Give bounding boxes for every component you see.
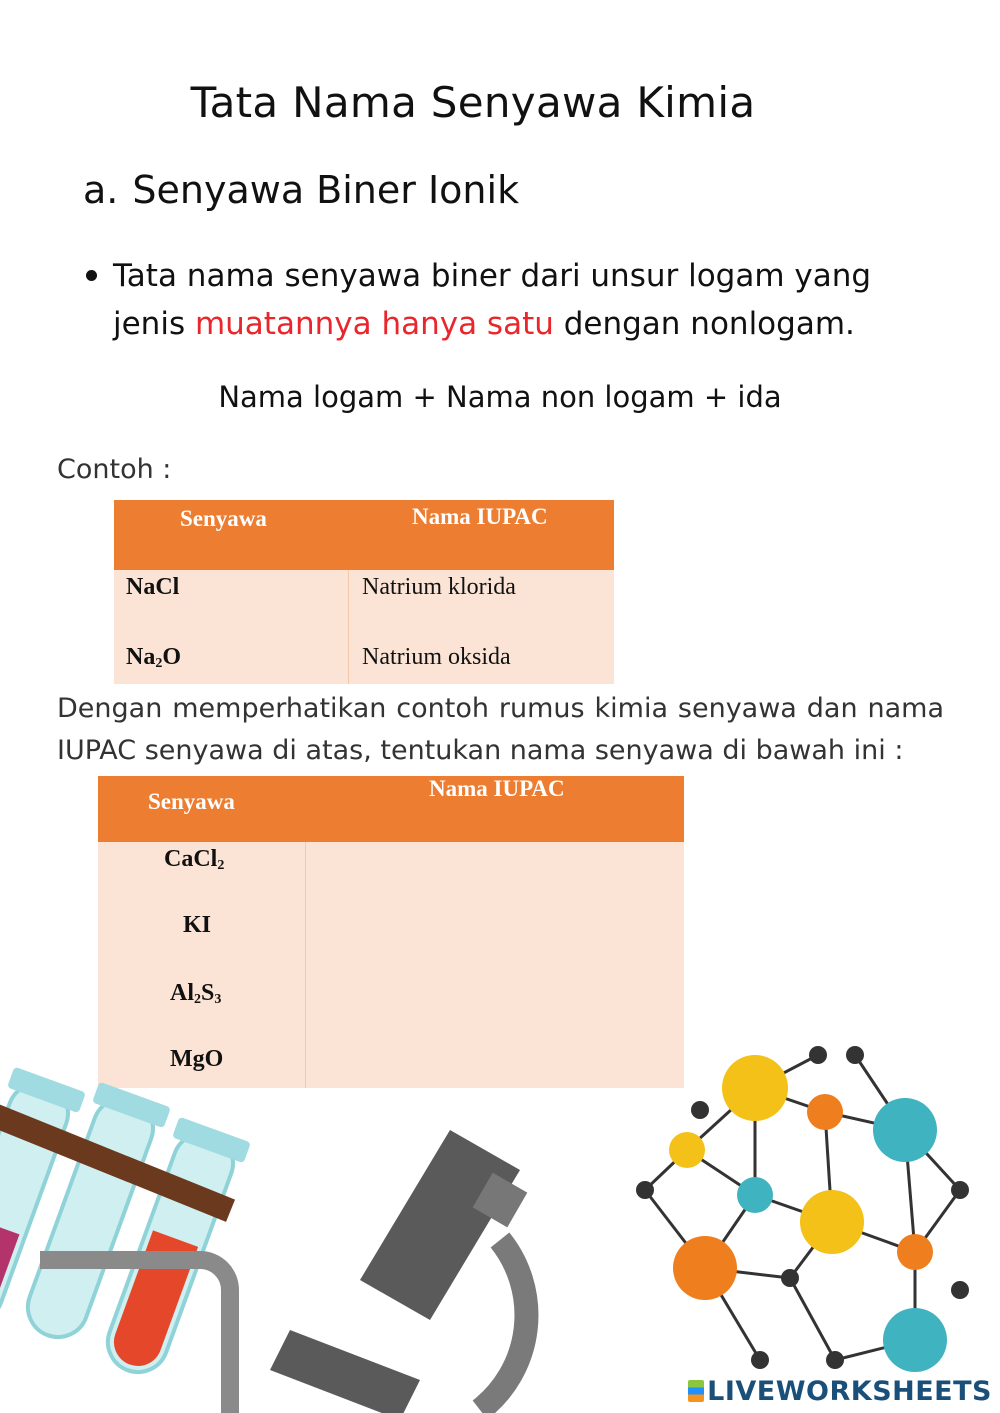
example-label: Contoh : — [57, 454, 172, 485]
bullet-icon — [86, 270, 97, 281]
liveworksheets-logo — [688, 1376, 992, 1407]
example-formula-nacl: NaCl — [126, 574, 180, 600]
exercise-formula-cacl2: CaCl$_2$ — [164, 846, 225, 873]
header-senyawa: Senyawa — [180, 506, 267, 531]
example-table-body — [114, 570, 614, 684]
answer-field-ki[interactable] — [312, 908, 676, 964]
column-divider — [348, 570, 349, 684]
example-name-na2o: Natrium oksida — [362, 644, 511, 670]
example-name-nacl: Natrium klorida — [362, 574, 516, 600]
section-letter: a. — [83, 168, 119, 212]
watermark-text: LIVEWORKSHEETS — [707, 1376, 992, 1407]
exercise-formula-al2s3: $Al_2S_3$ — [170, 980, 222, 1007]
bullet-line-1: Tata nama senyawa biner dari unsur logam yang — [113, 258, 872, 294]
answer-field-cacl2[interactable] — [312, 846, 676, 902]
section-heading — [83, 168, 519, 212]
bullet-line-2-post: dengan nonlogam. — [553, 306, 855, 342]
naming-formula: Nama logam + Nama non logam + ida — [218, 380, 782, 414]
exercise-formula-ki: KI — [183, 912, 212, 938]
bullet-text — [113, 252, 913, 348]
section-heading-text: Senyawa Biner Ionik — [132, 168, 520, 212]
bullet-line-2 — [113, 300, 913, 348]
answer-field-al2s3[interactable] — [312, 970, 676, 1026]
example-table-header — [114, 500, 614, 570]
header-nama-iupac: Nama IUPAC — [412, 504, 548, 529]
header-senyawa: Senyawa — [148, 789, 235, 814]
exercise-table-header — [98, 776, 684, 842]
test-tubes-icon — [0, 1067, 251, 1413]
science-illustration — [0, 1030, 1000, 1413]
microscope-icon — [270, 1130, 527, 1413]
page-title: Tata Nama Senyawa Kimia — [190, 78, 756, 127]
instruction-text: Dengan memperhatikan contoh rumus kimia senyawa dan nama IUPAC senyawa di atas, tentukan nama senyawa di bawah ini : — [57, 693, 944, 766]
molecule-icon — [636, 1046, 969, 1372]
liveworksheets-badge-icon — [688, 1380, 704, 1402]
highlight-text: muatannya hanya satu — [194, 306, 554, 342]
exercise-formula-mgo: MgO — [170, 1046, 224, 1072]
example-table — [114, 500, 614, 684]
header-nama-iupac: Nama IUPAC — [429, 776, 565, 801]
bullet-line-2-pre: jenis — [113, 306, 195, 342]
example-formula-na2o: $Na_2O$ — [126, 644, 182, 671]
